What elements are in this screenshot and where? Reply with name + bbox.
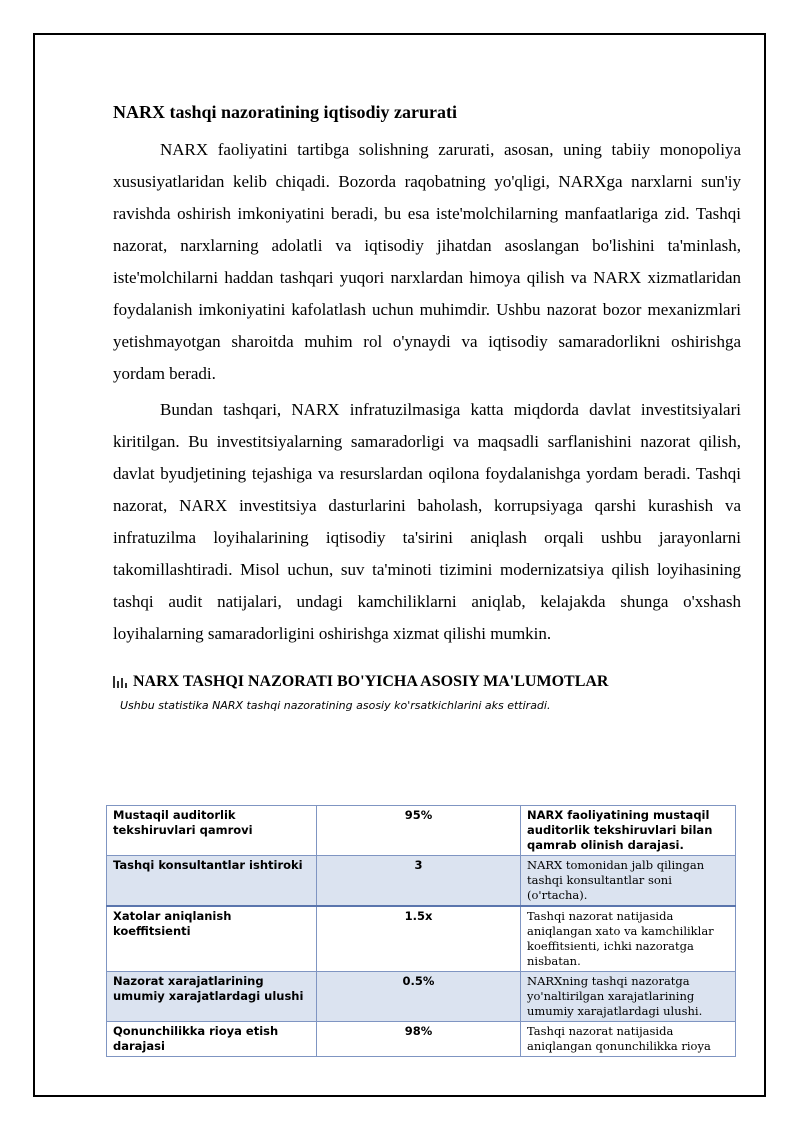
stats-section-title [113,672,741,692]
table-row [107,1022,736,1057]
table-row [107,856,736,907]
paragraph-2: Bundan tashqari, NARX infratuzilmasiga katta miqdorda davlat investitsiyalari kiritilgan. Bu investitsiyalarning samaradorligi va maqsadli sarflanishini nazorat qilish, davlat byudjetining tejashiga va resurslardan oqilona foydalanishga yordam beradi. Tashqi nazorat, NARX investitsiya dasturlarini baholash, korrupsiyaga qarshi kurashish va infratuzilma loyihalarining iqtisodiy ta'sirini aniqlash orqali ushbu jarayonlarni takomillashtiradi. Misol uchun, suv ta'minoti tizimini modernizatsiya qilish loyihasining tashqi audit natijalari, undagi kamchiliklarni aniqlab, kelajakda shunga o'xshash loyihalarning samaradorligini oshirishga xizmat qilishi mumkin. [113,400,741,643]
paragraph-1: NARX faoliyatini tartibga solishning zarurati, asosan, uning tabiiy monopoliya xususiyatlaridan kelib chiqadi. Bozorda raqobatning yo'qligi, NARXga narxlarni sun'iy ravishda oshirish imkoniyatini beradi, bu esa iste'molchilarning manfaatlariga zid. Tashqi nazorat, narxlarning adolatli va iqtisodiy jihatdan asoslangan bo'lishini ta'minlash, iste'molchilarni haddan tashqari yuqori narxlardan himoya qilish va NARX xizmatlaridan foydalanish imkoniyatini kafolatlash uchun muhimdir. Ushbu nazorat bozor mexanizmlari yetishmayotgan sharoitda muhim rol o'ynaydi va iqtisodiy samaradorlikni oshirishga yordam beradi. [113,140,741,383]
row-description: Tashqi nazorat natijasida aniqlangan qonunchilikka rioya [521,1022,736,1057]
stats-table [106,805,736,1057]
row-value: 98% [317,1022,521,1057]
row-description: NARX tomonidan jalb qilingan tashqi konsultantlar soni (o'rtacha). [521,856,736,907]
row-description: NARXning tashqi nazoratga yo'naltirilgan xarajatlarining umumiy xarajatlardagi ulushi. [521,972,736,1022]
bar-chart-icon [113,676,127,688]
row-label: Nazorat xarajatlarining umumiy xarajatlardagi ulushi [107,972,317,1022]
document-heading: NARX tashqi nazoratining iqtisodiy zarurati [113,102,458,122]
row-value: 95% [317,806,521,856]
document-body [113,100,741,714]
table-row [107,906,736,972]
row-description: NARX faoliyatining mustaqil auditorlik tekshiruvlari bilan qamrab olinish darajasi. [521,806,736,856]
stats-title-text: NARX TASHQI NAZORATI BO'YICHA ASOSIY MA'LUMOTLAR [133,673,609,690]
row-description: Tashqi nazorat natijasida aniqlangan xato va kamchiliklar koeffitsienti, ichki nazoratga nisbatan. [521,906,736,972]
row-label: Tashqi konsultantlar ishtiroki [107,856,317,907]
row-label: Qonunchilikka rioya etish darajasi [107,1022,317,1057]
table-row [107,972,736,1022]
row-value: 1.5x [317,906,521,972]
row-label: Mustaqil auditorlik tekshiruvlari qamrovi [107,806,317,856]
table-row [107,806,736,856]
row-value: 0.5% [317,972,521,1022]
row-value: 3 [317,856,521,907]
stats-subtitle: Ushbu statistika NARX tashqi nazoratining asosiy ko'rsatkichlarini aks ettiradi. [120,699,551,712]
row-label: Xatolar aniqlanish koeffitsienti [107,906,317,972]
